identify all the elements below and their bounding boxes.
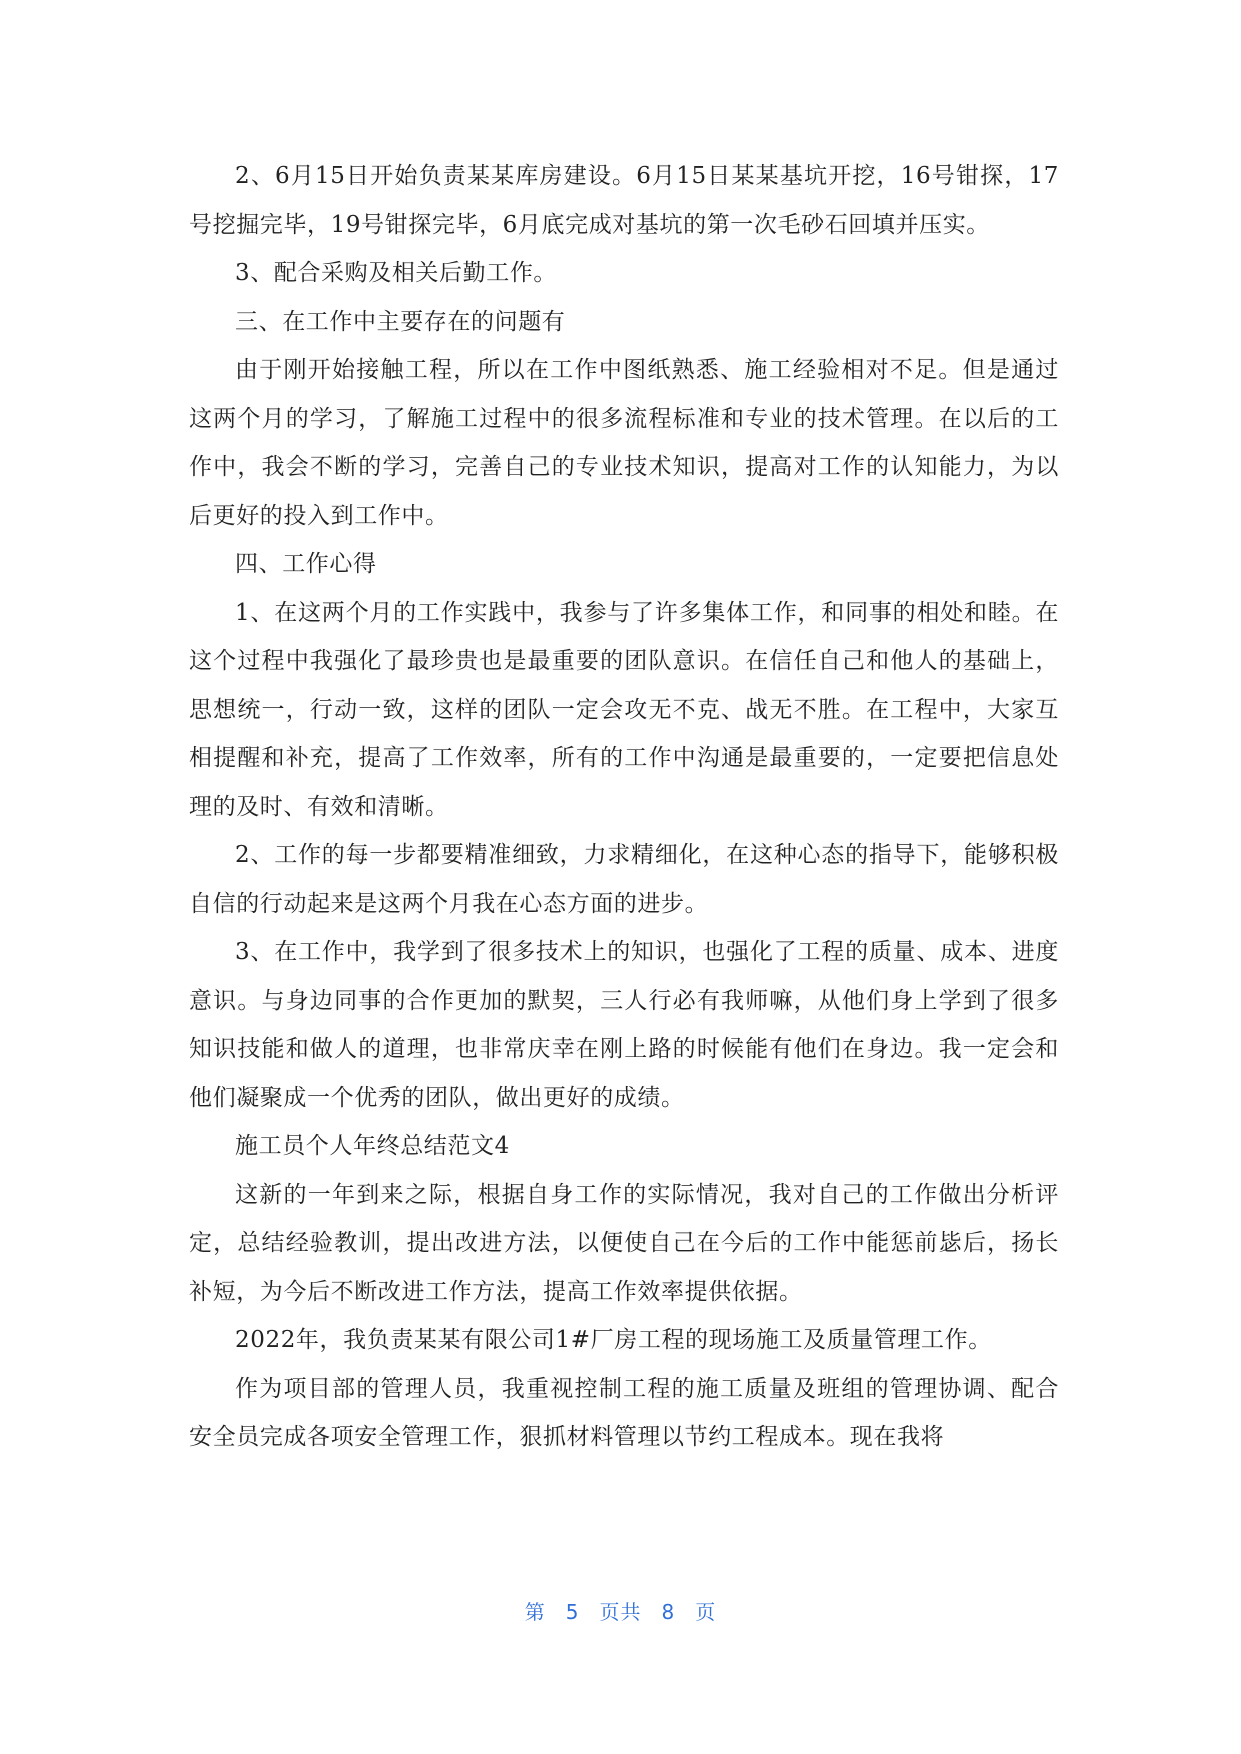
paragraph: 由于刚开始接触工程，所以在工作中图纸熟悉、施工经验相对不足。但是通过这两个月的学习，了解施工过程中的很多流程标准和专业的技术管理。在以后的工作中，我会不断的学习，完善自己的专业技术知识，提高对工作的认知能力，为以后更好的投入到工作中。 xyxy=(189,357,1059,529)
paragraph: 这新的一年到来之际，根据自身工作的实际情况，我对自己的工作做出分析评定，总结经验教训，提出改进方法，以便使自己在今后的工作中能惩前毖后，扬长补短，为今后不断改进工作方法，提高工作效率提供依据。 xyxy=(189,1181,1059,1305)
footer-word-page-end: 页 xyxy=(695,1600,717,1624)
footer-current-page: 5 xyxy=(565,1600,580,1624)
paragraph: 2、工作的每一步都要精准细致，力求精细化，在这种心态的指导下，能够积极自信的行动起来是这两个月我在心态方面的进步。 xyxy=(189,842,1059,917)
paragraph: 2、6月15日开始负责某某库房建设。6月15日某某基坑开挖，16号钳探，17号挖掘完毕，19号钳探完毕，6月底完成对基坑的第一次毛砂石回填并压实。 xyxy=(189,163,1059,238)
footer-word-page: 第 xyxy=(524,1600,546,1624)
section-heading: 三、在工作中主要存在的问题有 xyxy=(235,308,566,335)
paragraph: 3、在工作中，我学到了很多技术上的知识，也强化了工程的质量、成本、进度意识。与身边同事的合作更加的默契，三人行必有我师嘛，从他们身上学到了很多知识技能和做人的道理，也非常庆幸在刚上路的时候能有他们在身边。我一定会和他们凝聚成一个优秀的团队，做出更好的成绩。 xyxy=(189,939,1059,1111)
page-number-footer xyxy=(0,1596,1241,1625)
footer-total-pages: 8 xyxy=(661,1600,676,1624)
section-heading: 四、工作心得 xyxy=(235,551,377,577)
footer-word-page-total: 页共 xyxy=(599,1600,642,1624)
paragraph: 1、在这两个月的工作实践中，我参与了许多集体工作，和同事的相处和睦。在这个过程中我强化了最珍贵也是最重要的团队意识。在信任自己和他人的基础上，思想统一，行动一致，这样的团队一定会攻无不克、战无不胜。在工程中，大家互相提醒和补充，提高了工作效率，所有的工作中沟通是最重要的，一定要把信息处理的及时、有效和清晰。 xyxy=(189,599,1059,820)
paragraph: 2022年，我负责某某有限公司1#厂房工程的现场施工及质量管理工作。 xyxy=(235,1327,992,1353)
paragraph: 作为项目部的管理人员，我重视控制工程的施工质量及班组的管理协调、配合安全员完成各项安全管理工作，狠抓材料管理以节约工程成本。现在我将 xyxy=(189,1375,1059,1450)
paragraph: 3、配合采购及相关后勤工作。 xyxy=(235,260,558,286)
section-heading: 施工员个人年终总结范文4 xyxy=(235,1133,510,1159)
document-body xyxy=(189,152,1059,1462)
